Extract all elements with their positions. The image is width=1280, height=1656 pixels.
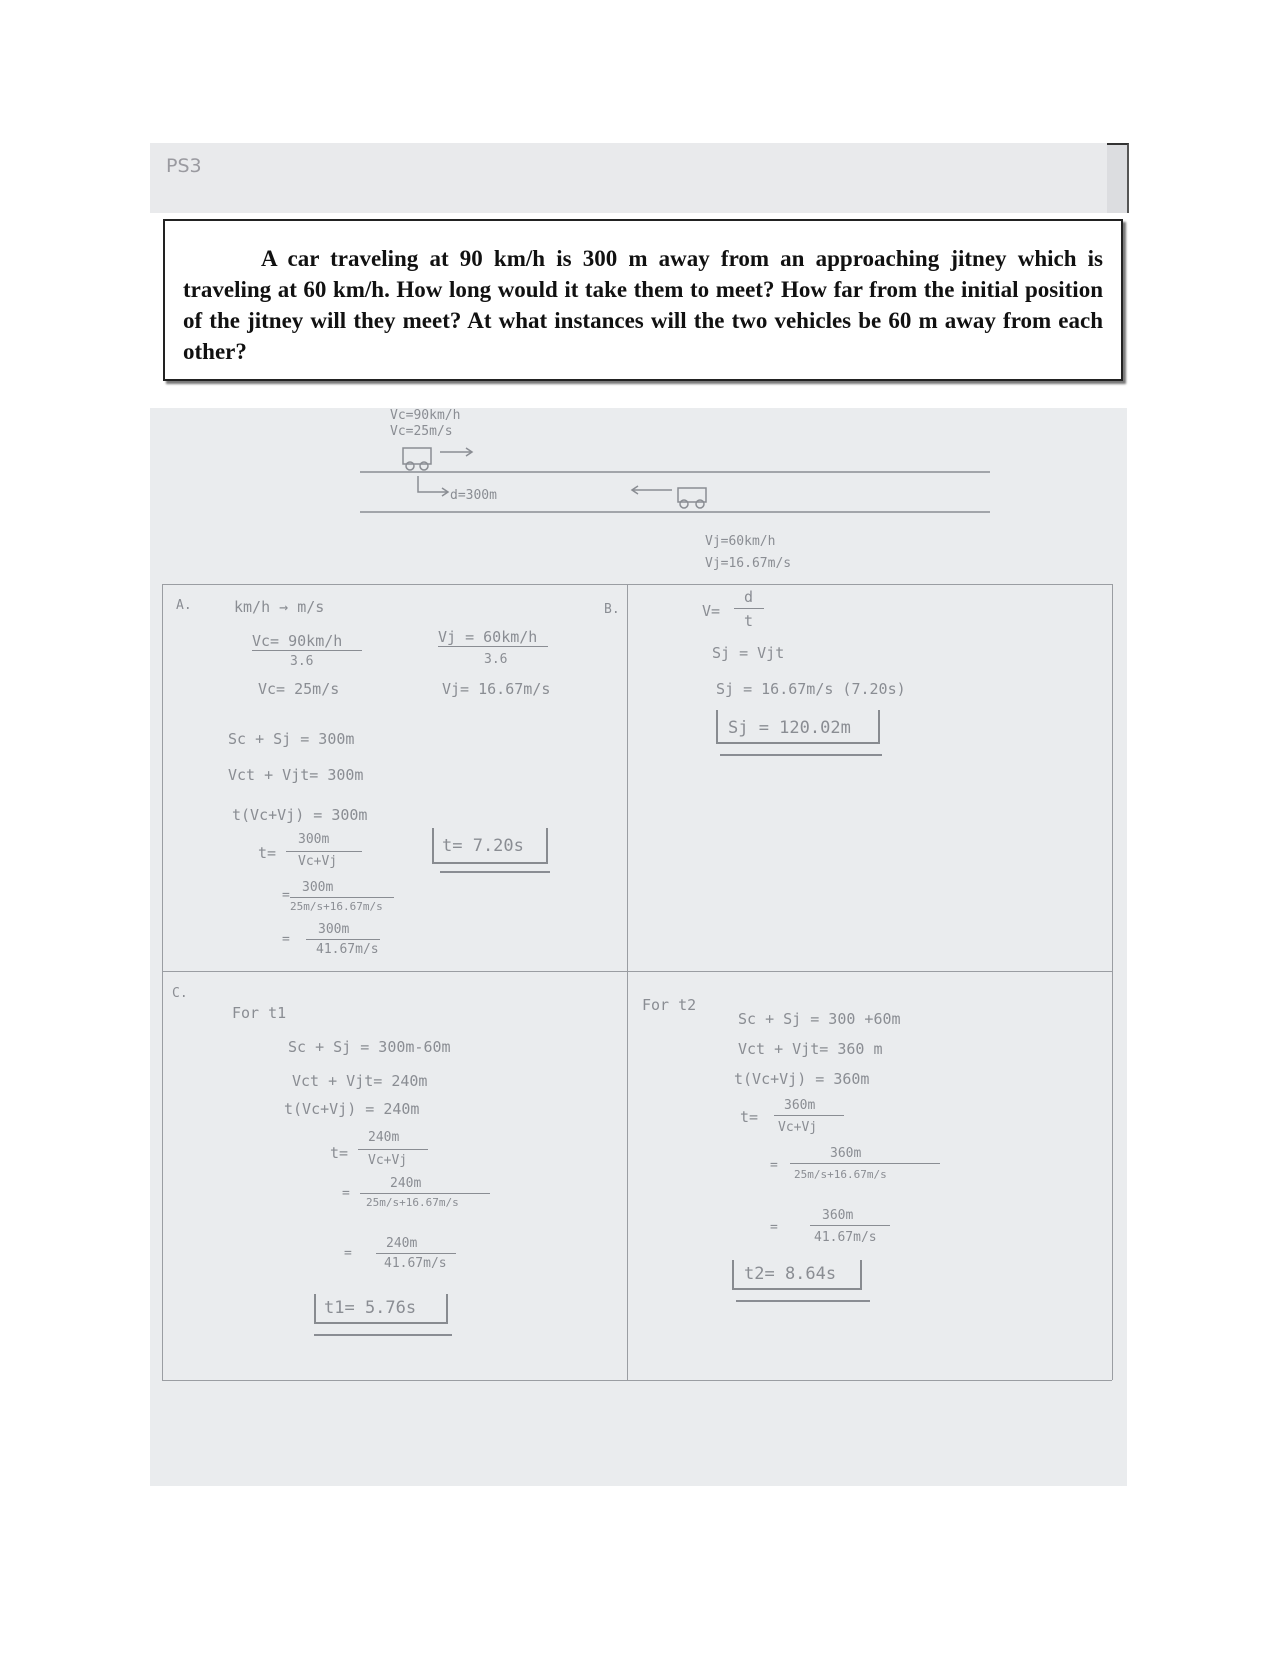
b-v-lhs: V= [702, 602, 721, 620]
motion-diagram [150, 408, 1127, 588]
ps-label: PS3 [166, 155, 202, 177]
grid-line-middle [162, 971, 1112, 972]
header-strip [150, 143, 1127, 213]
t1-eq-sign: = [342, 1186, 350, 1201]
t1-eq-sign: = [344, 1246, 352, 1261]
t2-frac3-den: 41.67m/s [814, 1230, 877, 1245]
answer-b: Sj = 120.02m [728, 718, 851, 738]
b-v-den: t [744, 612, 754, 630]
a-frac2-den: 25m/s+16.67m/s [290, 900, 383, 913]
part-a-label: A. [176, 598, 192, 613]
grid-line-left [162, 584, 163, 1380]
t2-frac1-den: Vc+Vj [778, 1120, 818, 1135]
grid-line-right [1112, 584, 1113, 1380]
t2-eq-sign: = [770, 1158, 778, 1173]
t2-frac2-num: 360m [830, 1146, 862, 1161]
t2-t-label: t= [740, 1108, 759, 1126]
unit-conversion: km/h → m/s [234, 598, 325, 616]
problem-box [163, 219, 1123, 381]
t1-eq-velocity: Vct + Vjt= 240m [292, 1072, 428, 1090]
t1-eq-distance: Sc + Sj = 300m-60m [288, 1038, 451, 1056]
a-eq-velocity: Vct + Vjt= 300m [228, 766, 364, 784]
vc-divisor: 3.6 [290, 654, 314, 669]
jitney-velocity-ms: Vj=16.67m/s [705, 556, 792, 571]
t2-eq-factored: t(Vc+Vj) = 360m [734, 1070, 870, 1088]
vc-ms: Vc= 25m/s [258, 680, 340, 698]
b-eq-sj-value: Sj = 16.67m/s (7.20s) [716, 680, 906, 698]
t2-eq-velocity: Vct + Vjt= 360 m [738, 1040, 883, 1058]
t2-frac2-den: 25m/s+16.67m/s [794, 1168, 887, 1181]
answer-t2: t2= 8.64s [744, 1264, 837, 1284]
page-edge [1107, 143, 1129, 213]
part-b-label: B. [604, 602, 620, 617]
jitney-wheel-icon [696, 500, 704, 508]
answer-a: t= 7.20s [442, 836, 524, 856]
t1-frac1-num: 240m [368, 1130, 400, 1145]
t1-frac3-num: 240m [386, 1236, 418, 1251]
jitney-velocity-kmh: Vj=60km/h [705, 534, 776, 549]
car-velocity-ms: Vc=25m/s [390, 424, 453, 439]
t1-frac3-den: 41.67m/s [384, 1256, 447, 1271]
b-v-num: d [744, 588, 754, 606]
a-frac1-den: Vc+Vj [298, 854, 338, 869]
t1-frac2-den: 25m/s+16.67m/s [366, 1196, 459, 1209]
grid-line-center [627, 584, 628, 1380]
a-frac3-num: 300m [318, 922, 350, 937]
t2-heading: For t2 [642, 996, 697, 1014]
a-eq-factored: t(Vc+Vj) = 300m [232, 806, 368, 824]
t2-frac3-num: 360m [822, 1208, 854, 1223]
a-frac1-num: 300m [298, 832, 330, 847]
vj-divisor: 3.6 [484, 652, 508, 667]
t1-frac2-num: 240m [390, 1176, 422, 1191]
a-frac2-num: 300m [302, 880, 334, 895]
vc-kmh: Vc= 90km/h [252, 632, 343, 650]
t2-frac1-num: 360m [784, 1098, 816, 1113]
a-frac3-den: 41.67m/s [316, 942, 379, 957]
a-t-label: t= [258, 844, 277, 862]
distance-label: d=300m [450, 488, 497, 503]
vj-kmh: Vj = 60km/h [438, 628, 538, 646]
problem-text: A car traveling at 90 km/h is 300 m away from an approaching jitney which is traveling at 60 km/h. How long would it take them to meet? How far from the initial position of the jitney will they meet? At what instances will the two vehicles be 60 m away from each other? [183, 246, 1103, 364]
car-wheel-icon [406, 462, 414, 470]
t2-eq-sign: = [770, 1220, 778, 1235]
t2-eq-distance: Sc + Sj = 300 +60m [738, 1010, 901, 1028]
a-eq-sign: = [282, 888, 290, 903]
vj-ms: Vj= 16.67m/s [442, 680, 551, 698]
grid-line-bottom [162, 1380, 1112, 1381]
t1-t-label: t= [330, 1144, 349, 1162]
t1-heading: For t1 [232, 1004, 287, 1022]
answer-t1: t1= 5.76s [324, 1298, 417, 1318]
car-icon [403, 448, 431, 464]
car-wheel-icon [420, 462, 428, 470]
worksheet [150, 408, 1127, 1486]
part-c-label: C. [172, 986, 188, 1001]
t1-frac1-den: Vc+Vj [368, 1153, 408, 1168]
a-eq-sign: = [282, 932, 290, 947]
grid-line-top [162, 584, 1112, 585]
t1-eq-factored: t(Vc+Vj) = 240m [284, 1100, 420, 1118]
a-eq-distance: Sc + Sj = 300m [228, 730, 355, 748]
b-eq-sj: Sj = Vjt [712, 644, 785, 662]
jitney-wheel-icon [680, 500, 688, 508]
car-velocity-kmh: Vc=90km/h [390, 408, 461, 423]
